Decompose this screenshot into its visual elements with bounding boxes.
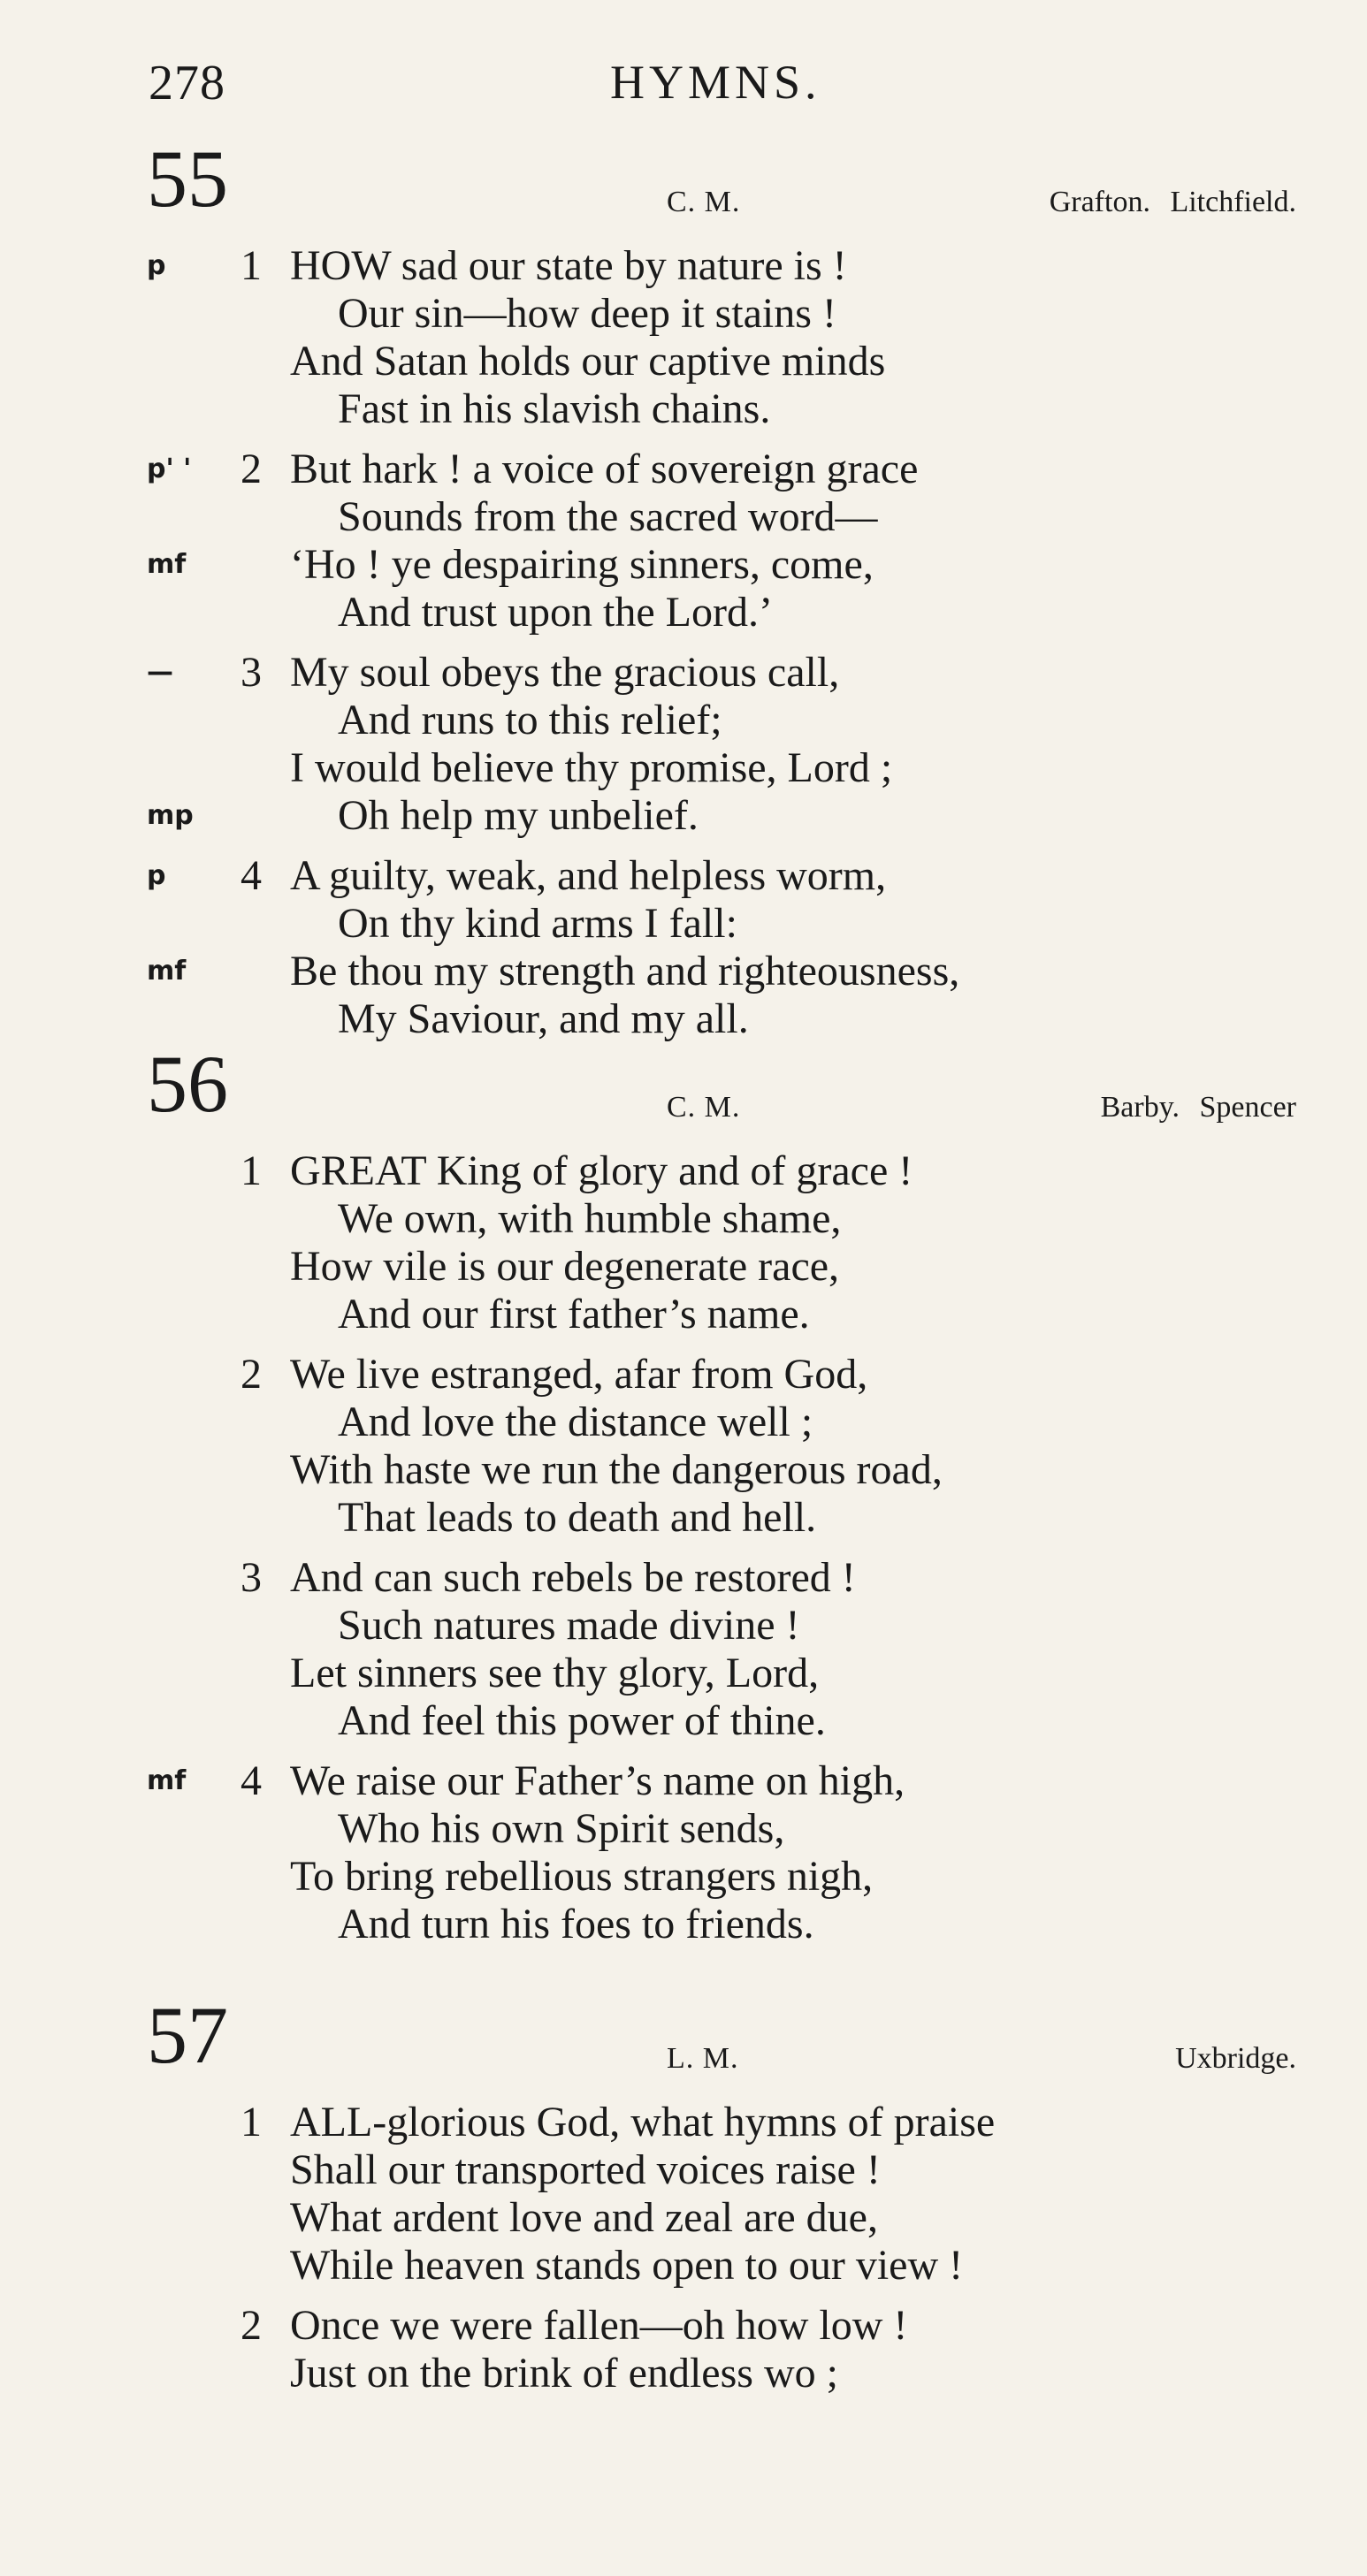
verse-text: With haste we run the dangerous road,	[290, 1446, 943, 1493]
running-head: HYMNS.	[610, 56, 821, 109]
verse-line	[0, 1853, 1367, 1901]
hymn-meter: L. M.	[667, 2042, 739, 2075]
verse-line	[0, 541, 1367, 589]
dynamic-marking: mf	[147, 549, 187, 580]
verse-line	[0, 446, 1367, 493]
verse-number: 2	[241, 446, 262, 492]
verse-text: GREAT King of glory and of grace !	[290, 1147, 913, 1194]
verse-line	[0, 852, 1367, 900]
dynamic-marking: p	[147, 860, 166, 891]
verse-text: ‘Ho ! ye despairing sinners, come,	[290, 541, 874, 588]
stanza	[0, 1757, 1367, 1948]
verse-line	[0, 1805, 1367, 1853]
verse-line	[0, 2194, 1367, 2242]
hymn	[0, 1990, 1367, 2397]
hymn	[0, 133, 1367, 1043]
stanza	[0, 649, 1367, 840]
verse-line	[0, 1351, 1367, 1399]
page-header	[0, 55, 1367, 117]
verse-line	[0, 385, 1367, 433]
verse-number: 2	[241, 2302, 262, 2349]
verse-text: Be thou my strength and righteousness,	[290, 948, 960, 995]
stanza	[0, 2302, 1367, 2397]
verse-text: And trust upon the Lord.’	[338, 589, 773, 636]
stanza	[0, 1147, 1367, 1338]
verse-text: Just on the brink of endless wo ;	[290, 2350, 838, 2397]
verse-line	[0, 1901, 1367, 1948]
verse-line	[0, 1243, 1367, 1291]
verse-line	[0, 589, 1367, 636]
verse-text: And our first father’s name.	[338, 1291, 810, 1338]
verse-text: A guilty, weak, and helpless worm,	[290, 852, 887, 899]
verse-line	[0, 900, 1367, 948]
verse-text: I would believe thy promise, Lord ;	[290, 744, 893, 791]
stanza	[0, 2099, 1367, 2290]
verse-text: Fast in his slavish chains.	[338, 385, 771, 432]
verse-number: 1	[241, 2099, 262, 2145]
verse-text: We own, with humble shame,	[338, 1195, 842, 1242]
verse-line	[0, 1757, 1367, 1805]
verse-line	[0, 2242, 1367, 2290]
verse-text: And feel this power of thine.	[338, 1697, 826, 1744]
hymn-number: 57	[147, 1990, 228, 2080]
hymn	[0, 1039, 1367, 1948]
verse-line	[0, 1602, 1367, 1650]
verse-line	[0, 948, 1367, 995]
verse-line	[0, 1291, 1367, 1338]
dynamic-marking: p	[147, 250, 166, 281]
verse-text: Who his own Spirit sends,	[338, 1805, 785, 1852]
verse-text: Once we were fallen—oh how low !	[290, 2302, 908, 2349]
dynamic-marking: mp	[147, 800, 194, 831]
verse-text: We live estranged, afar from God,	[290, 1351, 868, 1398]
verse-line	[0, 792, 1367, 840]
verse-line	[0, 1195, 1367, 1243]
verse-line	[0, 290, 1367, 338]
hymn-meter: C. M.	[667, 186, 741, 218]
dynamic-marking: mf	[147, 1765, 187, 1796]
verse-line	[0, 1494, 1367, 1542]
verse-text: On thy kind arms I fall:	[338, 900, 737, 947]
hymn-heading	[0, 1039, 1367, 1135]
stanza	[0, 446, 1367, 636]
verse-text: How vile is our degenerate race,	[290, 1243, 840, 1290]
verse-text: My soul obeys the gracious call,	[290, 649, 840, 696]
verse-text: Our sin—how deep it stains !	[338, 290, 836, 337]
verse-line	[0, 1399, 1367, 1446]
stanza	[0, 1554, 1367, 1745]
verse-line	[0, 649, 1367, 697]
verse-text: And can such rebels be restored !	[290, 1554, 856, 1601]
verse-text: What ardent love and zeal are due,	[290, 2194, 878, 2241]
stanza	[0, 1351, 1367, 1542]
verse-line	[0, 2099, 1367, 2146]
verse-text: And love the distance well ;	[338, 1399, 813, 1445]
verse-number: 2	[241, 1351, 262, 1398]
verse-text: And Satan holds our captive minds	[290, 338, 886, 385]
hymn-tunes: Barby. Spencer	[1100, 1091, 1296, 1124]
verse-text: ALL-glorious God, what hymns of praise	[290, 2099, 996, 2145]
hymn-tunes: Grafton. Litchfield.	[1049, 186, 1296, 218]
verse-text: To bring rebellious strangers nigh,	[290, 1853, 874, 1900]
verse-text: My Saviour, and my all.	[338, 995, 749, 1042]
dynamic-marking: p' '	[147, 453, 192, 484]
verse-text: And runs to this relief;	[338, 697, 722, 743]
verse-line	[0, 2302, 1367, 2350]
verse-line	[0, 744, 1367, 792]
verse-text: Sounds from the sacred word—	[338, 493, 878, 540]
verse-number: 1	[241, 1147, 262, 1194]
verse-line	[0, 1446, 1367, 1494]
verse-line	[0, 1147, 1367, 1195]
verse-line	[0, 242, 1367, 290]
verse-text: While heaven stands open to our view !	[290, 2242, 964, 2289]
verse-line	[0, 338, 1367, 385]
hymn-number: 55	[147, 133, 228, 224]
stanza	[0, 242, 1367, 433]
hymn-heading	[0, 133, 1367, 230]
verse-line	[0, 2146, 1367, 2194]
verse-line	[0, 1697, 1367, 1745]
verse-number: 1	[241, 242, 262, 289]
verse-text: Such natures made divine !	[338, 1602, 800, 1649]
verse-line	[0, 995, 1367, 1043]
verse-text: Oh help my unbelief.	[338, 792, 699, 839]
verse-number: 4	[241, 852, 262, 899]
page-number: 278	[149, 56, 225, 111]
verse-text: Shall our transported voices raise !	[290, 2146, 881, 2193]
dynamic-marking: mf	[147, 956, 187, 987]
verse-line	[0, 697, 1367, 744]
verse-number: 4	[241, 1757, 262, 1804]
verse-text: That leads to death and hell.	[338, 1494, 817, 1541]
verse-text: We raise our Father’s name on high,	[290, 1757, 905, 1804]
verse-line	[0, 1650, 1367, 1697]
verse-number: 3	[241, 649, 262, 696]
verse-line	[0, 2350, 1367, 2397]
verse-number: 3	[241, 1554, 262, 1601]
hymn-number: 56	[147, 1039, 228, 1129]
hymn-tunes: Uxbridge.	[1175, 2042, 1296, 2075]
verse-text: Let sinners see thy glory, Lord,	[290, 1650, 820, 1696]
stanza	[0, 852, 1367, 1043]
verse-line	[0, 493, 1367, 541]
verse-text: HOW sad our state by nature is !	[290, 242, 847, 289]
verse-line	[0, 1554, 1367, 1602]
verse-text: But hark ! a voice of sovereign grace	[290, 446, 919, 492]
hymn-heading	[0, 1990, 1367, 2086]
verse-text: And turn his foes to friends.	[338, 1901, 814, 1947]
dynamic-marking: —	[147, 657, 173, 688]
hymn-meter: C. M.	[667, 1091, 741, 1124]
